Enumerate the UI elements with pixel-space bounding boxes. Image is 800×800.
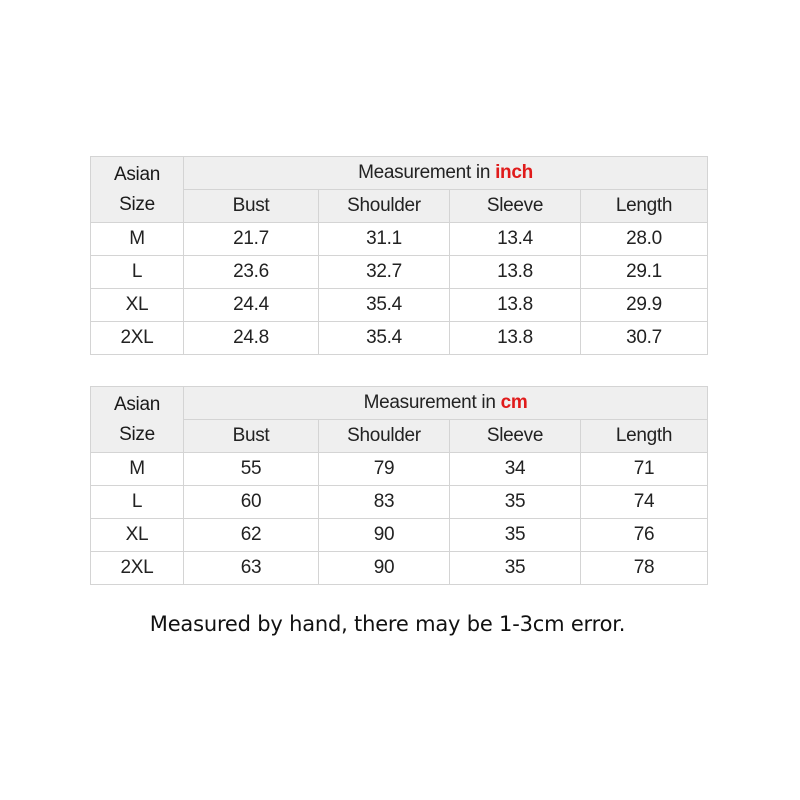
sleeve-cell: 35 [450, 486, 581, 519]
size-cell: L [91, 486, 184, 519]
size-table-cm [90, 386, 708, 585]
measurement-title-prefix: Measurement in [363, 392, 501, 413]
bust-cell: 21.7 [184, 223, 319, 256]
unit-label: inch [495, 162, 533, 183]
asian-label: Asian [113, 163, 161, 185]
measurement-note: Measured by hand, there may be 1-3cm error. [149, 612, 626, 636]
measurement-title [184, 157, 708, 190]
shoulder-cell: 35.4 [319, 322, 450, 355]
length-cell: 29.1 [581, 256, 708, 289]
length-cell: 76 [581, 519, 708, 552]
column-header-sleeve: Sleeve [450, 190, 581, 223]
size-label: Size [119, 423, 155, 445]
column-header-shoulder: Shoulder [319, 420, 450, 453]
column-header-length: Length [581, 190, 708, 223]
bust-cell: 24.4 [184, 289, 319, 322]
column-header-length: Length [581, 420, 708, 453]
table-row [91, 322, 708, 355]
length-cell: 29.9 [581, 289, 708, 322]
bust-cell: 24.8 [184, 322, 319, 355]
length-cell: 78 [581, 552, 708, 585]
bust-cell: 23.6 [184, 256, 319, 289]
asian-size-header [91, 387, 184, 453]
size-cell: M [91, 453, 184, 486]
size-label: Size [119, 193, 155, 215]
table-row [91, 519, 708, 552]
shoulder-cell: 83 [319, 486, 450, 519]
column-header-bust: Bust [184, 420, 319, 453]
bust-cell: 55 [184, 453, 319, 486]
table-row [91, 289, 708, 322]
size-cell: XL [91, 289, 184, 322]
size-cell: L [91, 256, 184, 289]
table-row [91, 453, 708, 486]
size-cell: XL [91, 519, 184, 552]
sleeve-cell: 35 [450, 552, 581, 585]
shoulder-cell: 90 [319, 552, 450, 585]
table-row [91, 223, 708, 256]
column-header-bust: Bust [184, 190, 319, 223]
size-cell: M [91, 223, 184, 256]
sleeve-cell: 13.4 [450, 223, 581, 256]
bust-cell: 63 [184, 552, 319, 585]
table-row [91, 486, 708, 519]
size-table-inch [90, 156, 708, 355]
shoulder-cell: 32.7 [319, 256, 450, 289]
size-cell: 2XL [91, 322, 184, 355]
shoulder-cell: 35.4 [319, 289, 450, 322]
column-header-sleeve: Sleeve [450, 420, 581, 453]
sleeve-cell: 13.8 [450, 256, 581, 289]
table-row [91, 552, 708, 585]
asian-label: Asian [113, 393, 161, 415]
measurement-title-prefix: Measurement in [358, 162, 496, 183]
length-cell: 71 [581, 453, 708, 486]
sleeve-cell: 13.8 [450, 322, 581, 355]
size-cell: 2XL [91, 552, 184, 585]
sleeve-cell: 35 [450, 519, 581, 552]
column-header-shoulder: Shoulder [319, 190, 450, 223]
shoulder-cell: 31.1 [319, 223, 450, 256]
table-row [91, 256, 708, 289]
unit-label: cm [500, 392, 528, 413]
length-cell: 30.7 [581, 322, 708, 355]
length-cell: 74 [581, 486, 708, 519]
shoulder-cell: 79 [319, 453, 450, 486]
measurement-title [184, 387, 708, 420]
sleeve-cell: 34 [450, 453, 581, 486]
sleeve-cell: 13.8 [450, 289, 581, 322]
shoulder-cell: 90 [319, 519, 450, 552]
bust-cell: 60 [184, 486, 319, 519]
length-cell: 28.0 [581, 223, 708, 256]
bust-cell: 62 [184, 519, 319, 552]
asian-size-header [91, 157, 184, 223]
